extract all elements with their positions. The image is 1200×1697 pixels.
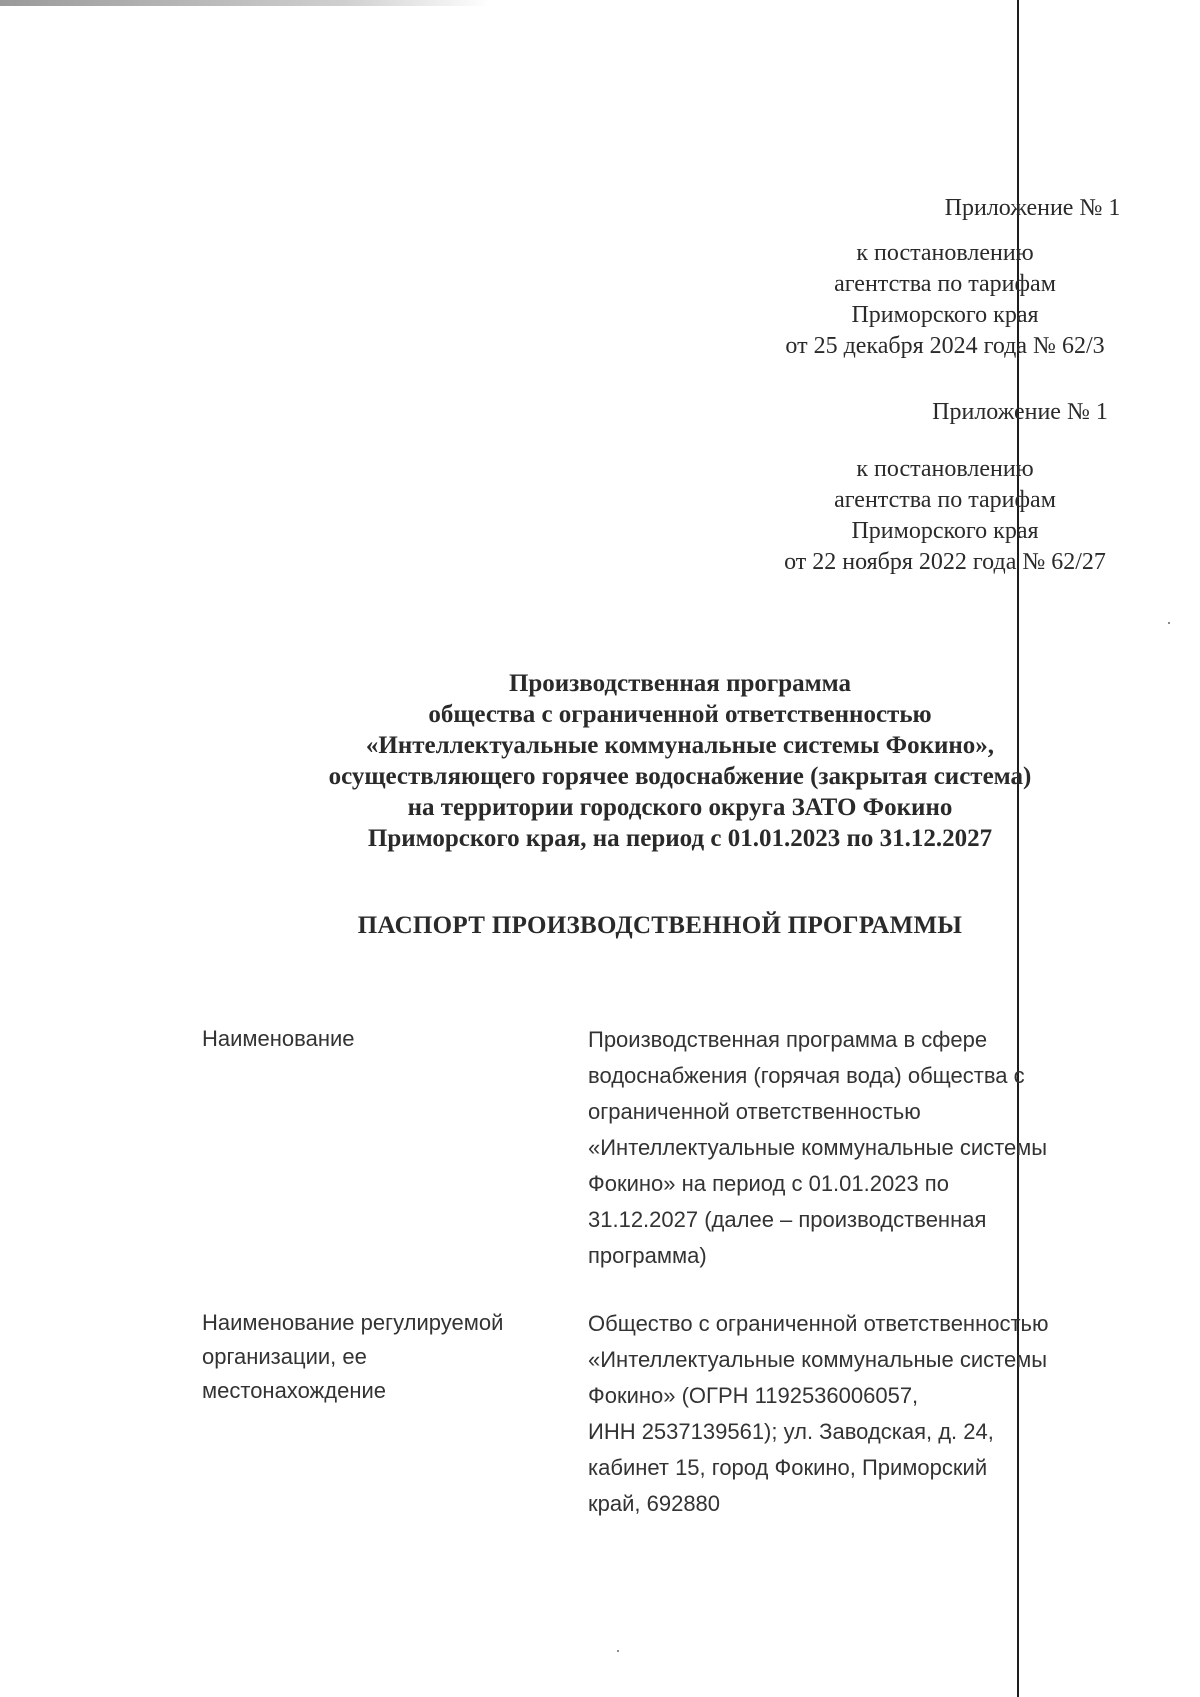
value-line: «Интеллектуальные коммунальные системы	[588, 1347, 1048, 1372]
value-line: Фокино» (ОГРН 1192536006057,	[588, 1383, 919, 1408]
appendix-number: Приложение № 1	[932, 399, 1108, 425]
appendix-line: к постановлению	[856, 240, 1034, 266]
appendix-number: Приложение № 1	[944, 195, 1121, 221]
label-line: Наименование регулируемой	[202, 1310, 504, 1335]
label-line: организации, ее	[202, 1344, 367, 1369]
label-line: местонахождение	[202, 1378, 387, 1403]
passport-row-label	[202, 1306, 562, 1408]
value-line: Производственная программа в сфере	[588, 1027, 988, 1052]
appendix-date: от 25 декабря 2024 года № 62/3	[785, 333, 1105, 359]
value-line: 31.12.2027 (далее – производственная	[588, 1207, 987, 1232]
passport-row-label: Наименование	[202, 1026, 355, 1051]
value-line: ограниченной ответственностью	[588, 1099, 921, 1124]
appendix-line: Приморского края	[851, 518, 1039, 544]
value-line: Фокино» на период с 01.01.2023 по	[588, 1171, 949, 1196]
appendix-date: от 22 ноября 2022 года № 62/27	[784, 549, 1106, 575]
value-line: кабинет 15, город Фокино, Приморский	[588, 1455, 988, 1480]
appendix-original	[735, 397, 1155, 578]
appendix-current	[735, 193, 1155, 362]
passport-heading: ПАСПОРТ ПРОИЗВОДСТВЕННОЙ ПРОГРАММЫ	[357, 912, 963, 939]
value-line: край, 692880	[588, 1491, 721, 1516]
scan-speck	[617, 1650, 619, 1652]
appendix-line: агентства по тарифам	[834, 487, 1056, 513]
passport-row-value	[588, 1306, 1128, 1522]
title-line: Производственная программа	[508, 670, 852, 697]
scan-edge-smudge	[0, 0, 490, 6]
document-title	[240, 668, 1120, 854]
scan-speck	[1168, 622, 1170, 624]
title-line: общества с ограниченной ответственностью	[428, 701, 932, 728]
title-line: осуществляющего горячее водоснабжение (закрытая система)	[328, 763, 1032, 790]
value-line: «Интеллектуальные коммунальные системы	[588, 1135, 1048, 1160]
value-line: Общество с ограниченной ответственностью	[588, 1311, 1049, 1336]
value-line: водоснабжения (горячая вода) общества с	[588, 1063, 1025, 1088]
title-line: на территории городского округа ЗАТО Фокино	[407, 794, 953, 821]
appendix-line: Приморского края	[851, 302, 1039, 328]
value-line: программа)	[588, 1243, 707, 1268]
value-line: ИНН 2537139561); ул. Заводская, д. 24,	[588, 1419, 994, 1444]
passport-row-value	[588, 1022, 1128, 1274]
appendix-line: к постановлению	[856, 456, 1034, 482]
title-line: «Интеллектуальные коммунальные системы Фокино»,	[365, 732, 995, 759]
title-line: Приморского края, на период с 01.01.2023 по 31.12.2027	[367, 825, 993, 852]
appendix-line: агентства по тарифам	[834, 271, 1056, 297]
